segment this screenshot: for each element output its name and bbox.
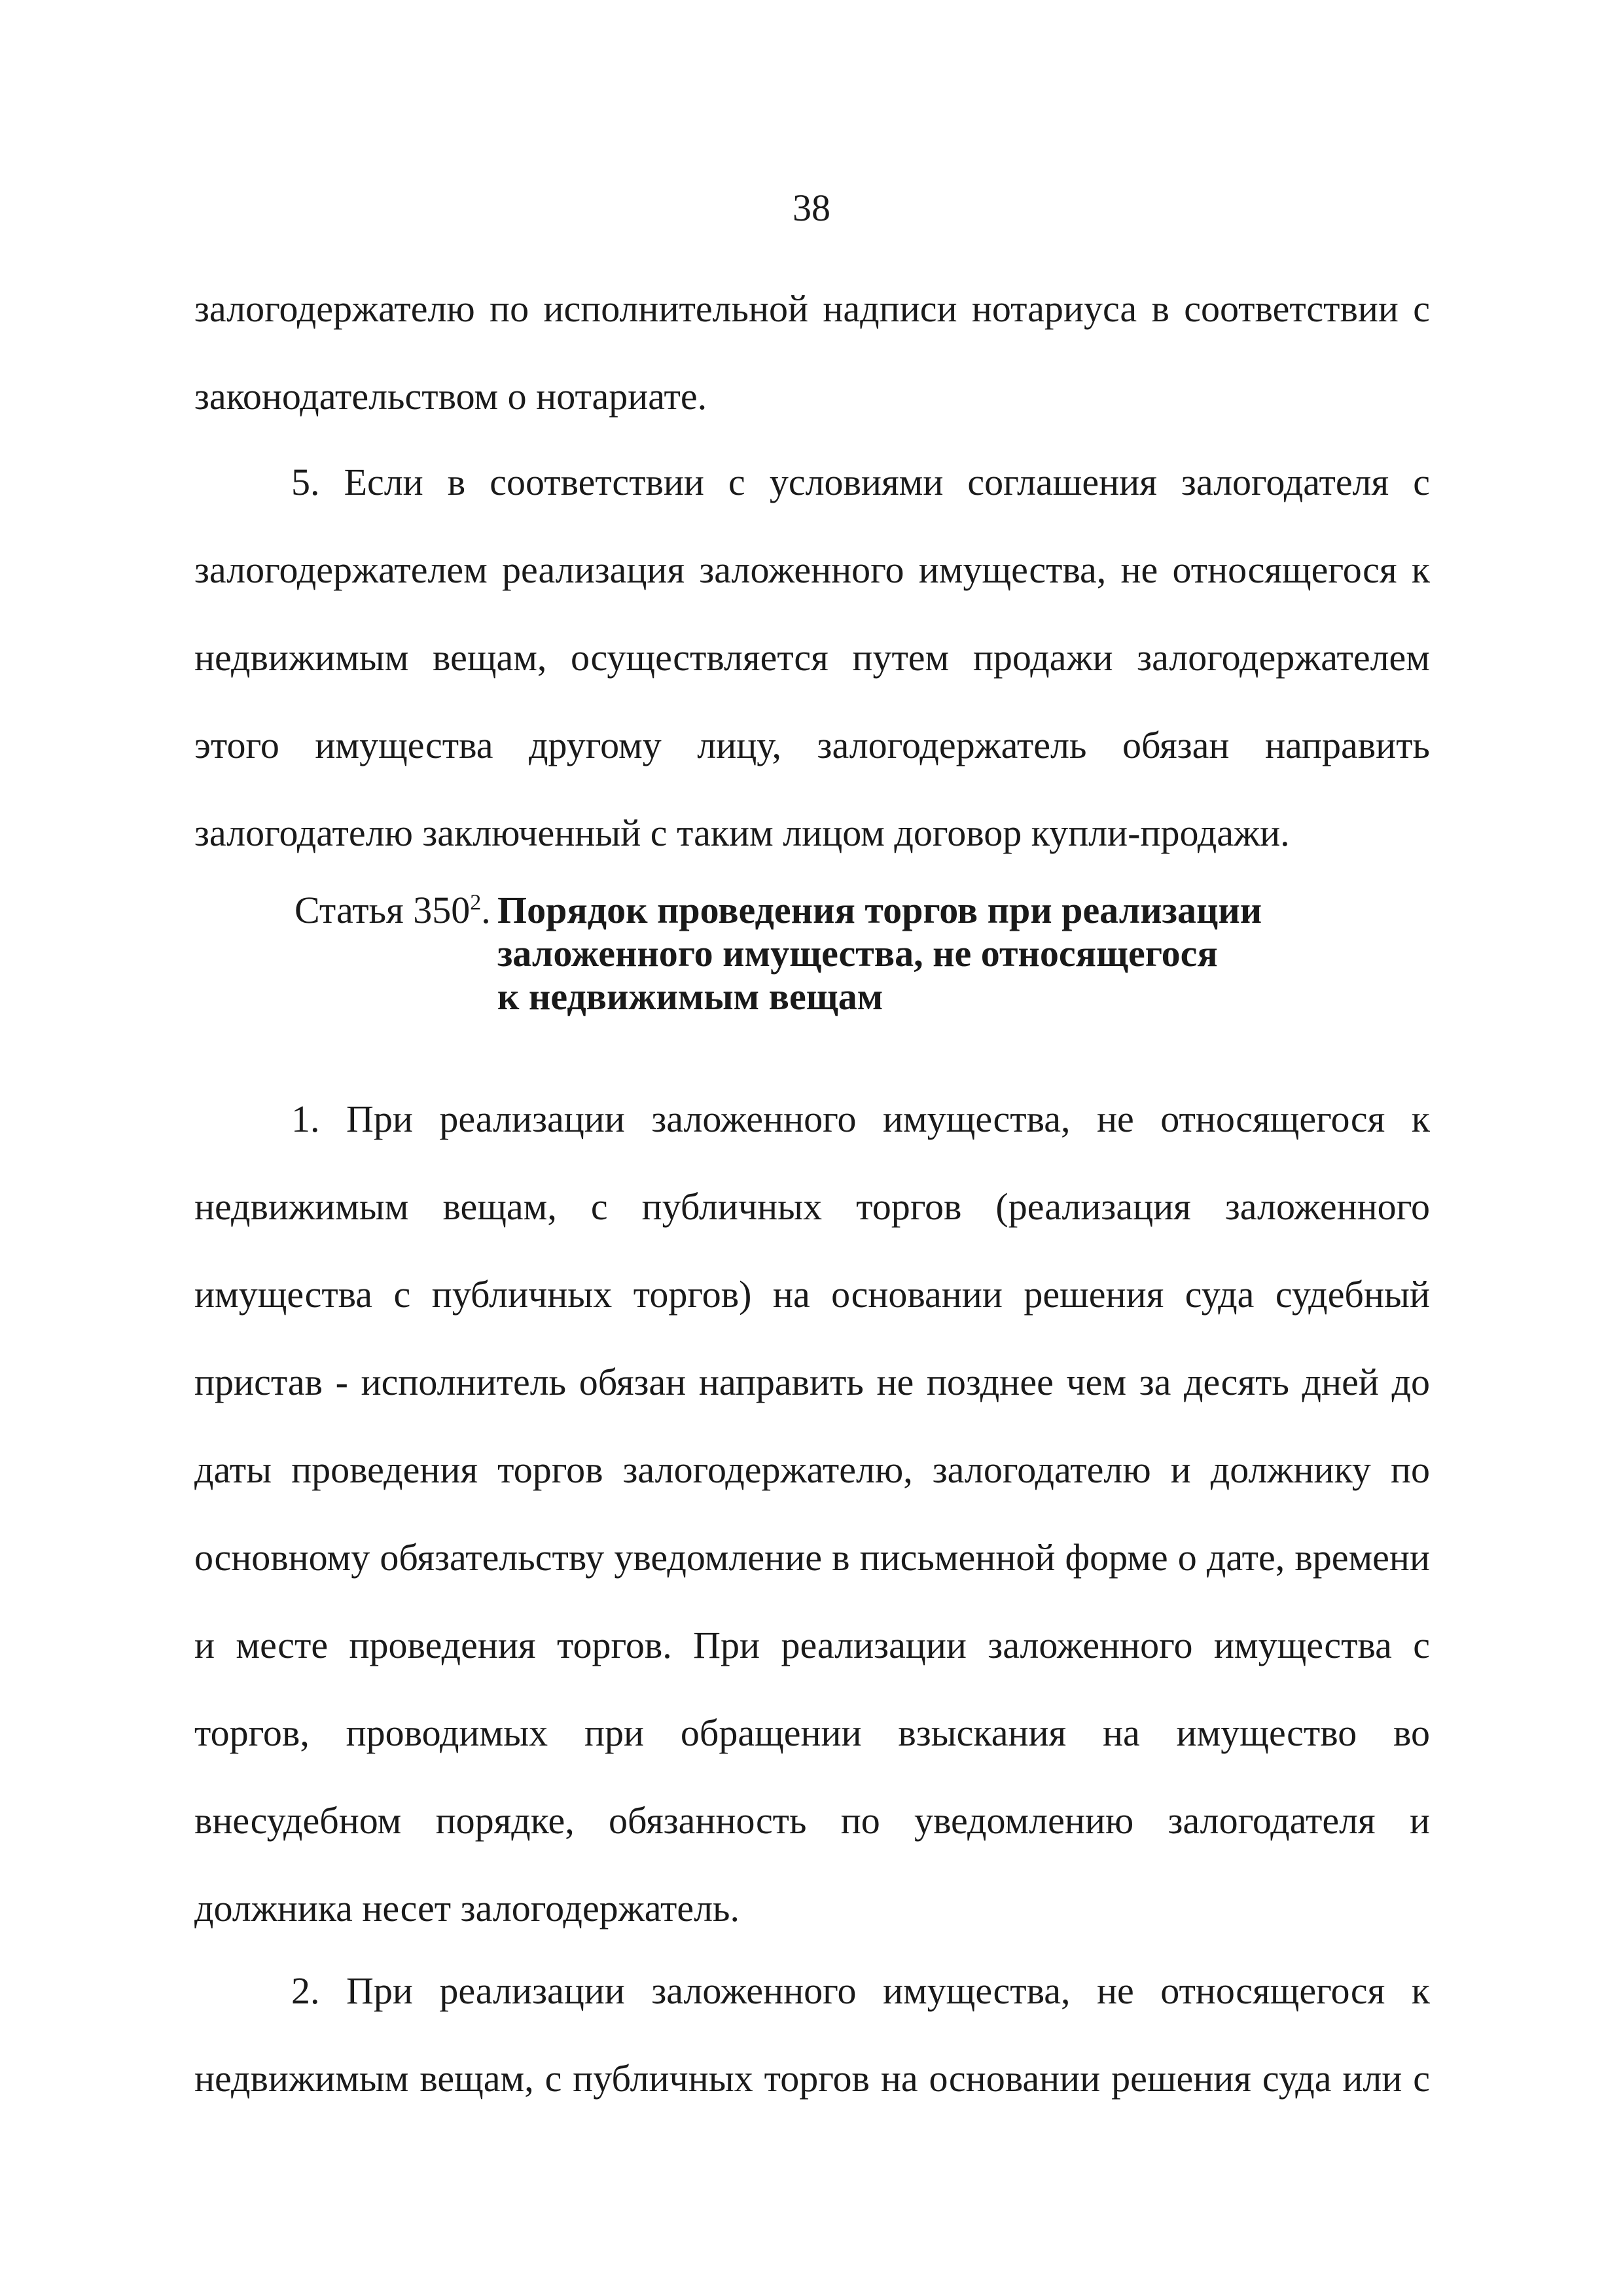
continuation-paragraph (194, 265, 1430, 440)
article-title-line-1: Порядок проведения торгов при реализации (497, 889, 1262, 931)
article-title (497, 889, 1348, 1018)
article-number (294, 889, 497, 932)
page-number: 38 (793, 187, 830, 229)
article-dot: . (481, 889, 491, 931)
article-prefix-text: Статья 350 (294, 889, 471, 931)
article-superscript: 2 (470, 890, 482, 915)
clause-2-text: 2. При реализации заложенного имущества, не относящегося к недвижимым вещам, с публичных торгов на основании решения суда или с (194, 1969, 1430, 2100)
paragraph-5 (194, 439, 1430, 877)
continuation-text: залогодержателю по исполнительной надписи нотариуса в соответствии с законодательством о нотариате. (194, 287, 1430, 418)
article-title-line-2: заложенного имущества, не относящегося (497, 932, 1218, 975)
clause-1 (194, 1075, 1430, 1952)
clause-1-text: 1. При реализации заложенного имущества, не относящегося к недвижимым вещам, с публичных торгов (реализация заложенного имущества с публичных торгов) на основании решения суда судебный пристав - исполнитель обязан направить не позднее чем за десять дней до даты проведения торгов залогодержателю, залогодателю и должнику по основному обязательству уведомление в письменной форме о дате, времени и месте проведения торгов. При реализации заложенного имущества с торгов, проводимых при обращении взыскания на имущество во внесудебном порядке, обязанность по уведомлению залогодателя и должника несет залогодержатель. (194, 1098, 1430, 1929)
article-title-line-3: к недвижимым вещам (497, 975, 883, 1018)
paragraph-5-text: 5. Если в соответствии с условиями соглашения залогодателя с залогодержателем реализация заложенного имущества, не относящегося к недвижимым вещам, осуществляется путем продажи залогодержателем этого имущества другому лицу, залогодержатель обязан направить залогодателю заключенный с таким лицом договор купли-продажи. (194, 461, 1430, 854)
article-heading (294, 889, 1407, 1018)
clause-2 (194, 1947, 1430, 2123)
